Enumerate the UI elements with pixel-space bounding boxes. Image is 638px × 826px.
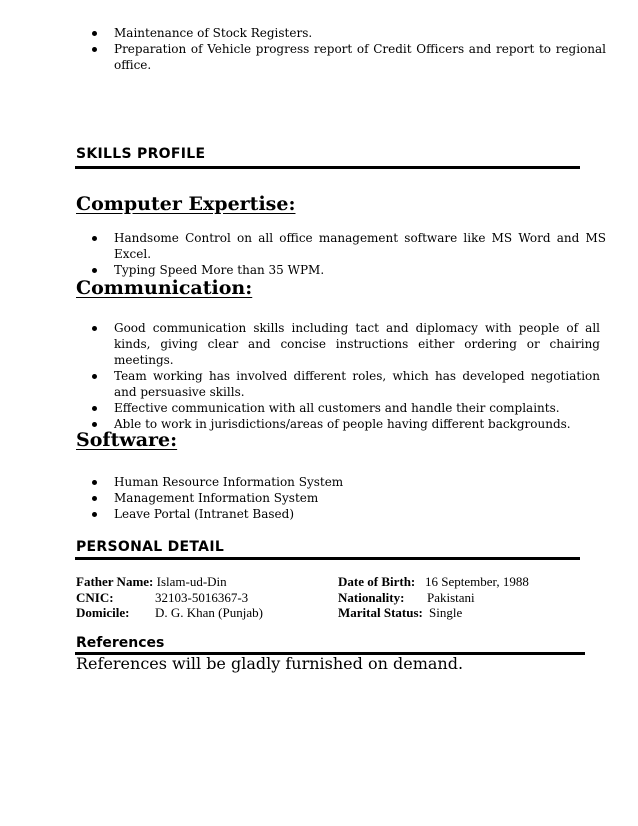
list-item: Handsome Control on all office management software like MS Word and MS Excel.: [76, 230, 606, 262]
list-item: Effective communication with all customers and handle their complaints.: [76, 400, 600, 416]
bullet-icon: [92, 406, 97, 411]
bullet-icon: [92, 374, 97, 379]
bullet-icon: [92, 496, 97, 501]
list-item: Preparation of Vehicle progress report of Credit Officers and report to regional office.: [76, 41, 606, 73]
section-divider: [75, 166, 580, 169]
list-item: Human Resource Information System: [76, 474, 606, 490]
personal-detail-nationality-value: Pakistani: [427, 590, 475, 605]
communication-list: [76, 320, 600, 432]
bullet-icon: [92, 236, 97, 241]
bullet-icon: [92, 326, 97, 331]
top-duties-list: [76, 25, 606, 73]
section-title-skills-profile: SKILLS PROFILE: [76, 146, 206, 162]
heading-computer-expertise: Computer Expertise:: [76, 193, 296, 215]
field-value: Islam-ud-Din: [156, 574, 227, 589]
bullet-icon: [92, 268, 97, 273]
list-item: Management Information System: [76, 490, 606, 506]
list-item: Maintenance of Stock Registers.: [76, 25, 606, 41]
heading-software: Software:: [76, 429, 178, 451]
bullet-icon: [92, 47, 97, 52]
heading-communication: Communication:: [76, 277, 253, 299]
personal-detail-marital-value: Single: [429, 605, 463, 620]
personal-detail-domicile-value: D. G. Khan (Punjab): [155, 605, 263, 620]
computer-expertise-list: [76, 230, 606, 278]
list-item: Team working has involved different roles, which has developed negotiation and persuasive skills.: [76, 368, 600, 400]
personal-detail-cnic-value: 32103-5016367-3: [155, 590, 249, 605]
field-label: Father Name:: [76, 574, 154, 589]
list-item: Able to work in jurisdictions/areas of people having different backgrounds.: [76, 416, 600, 432]
bullet-icon: [92, 480, 97, 485]
personal-detail-nationality-label: Nationality:: [338, 590, 405, 605]
personal-detail-domicile-label: Domicile:: [76, 605, 130, 620]
list-item: Typing Speed More than 35 WPM.: [76, 262, 606, 278]
personal-detail-father-name: [76, 574, 227, 590]
personal-detail-cnic-label: CNIC:: [76, 590, 114, 605]
bullet-icon: [92, 31, 97, 36]
personal-detail-dob-label: Date of Birth:: [338, 574, 416, 589]
list-item: Good communication skills including tact and diplomacy with people of all kinds, giving clear and concise instructions either ordering or chairing meetings.: [76, 320, 600, 368]
section-title-personal-detail: PERSONAL DETAIL: [76, 539, 225, 555]
bullet-icon: [92, 512, 97, 517]
list-item: Leave Portal (Intranet Based): [76, 506, 606, 522]
bullet-icon: [92, 422, 97, 427]
section-divider: [75, 557, 580, 560]
section-title-references: References: [76, 635, 165, 651]
references-text: References will be gladly furnished on demand.: [76, 654, 464, 673]
software-list: [76, 474, 606, 522]
personal-detail-marital-label: Marital Status:: [338, 605, 423, 620]
personal-detail-dob-value: 16 September, 1988: [425, 574, 529, 589]
